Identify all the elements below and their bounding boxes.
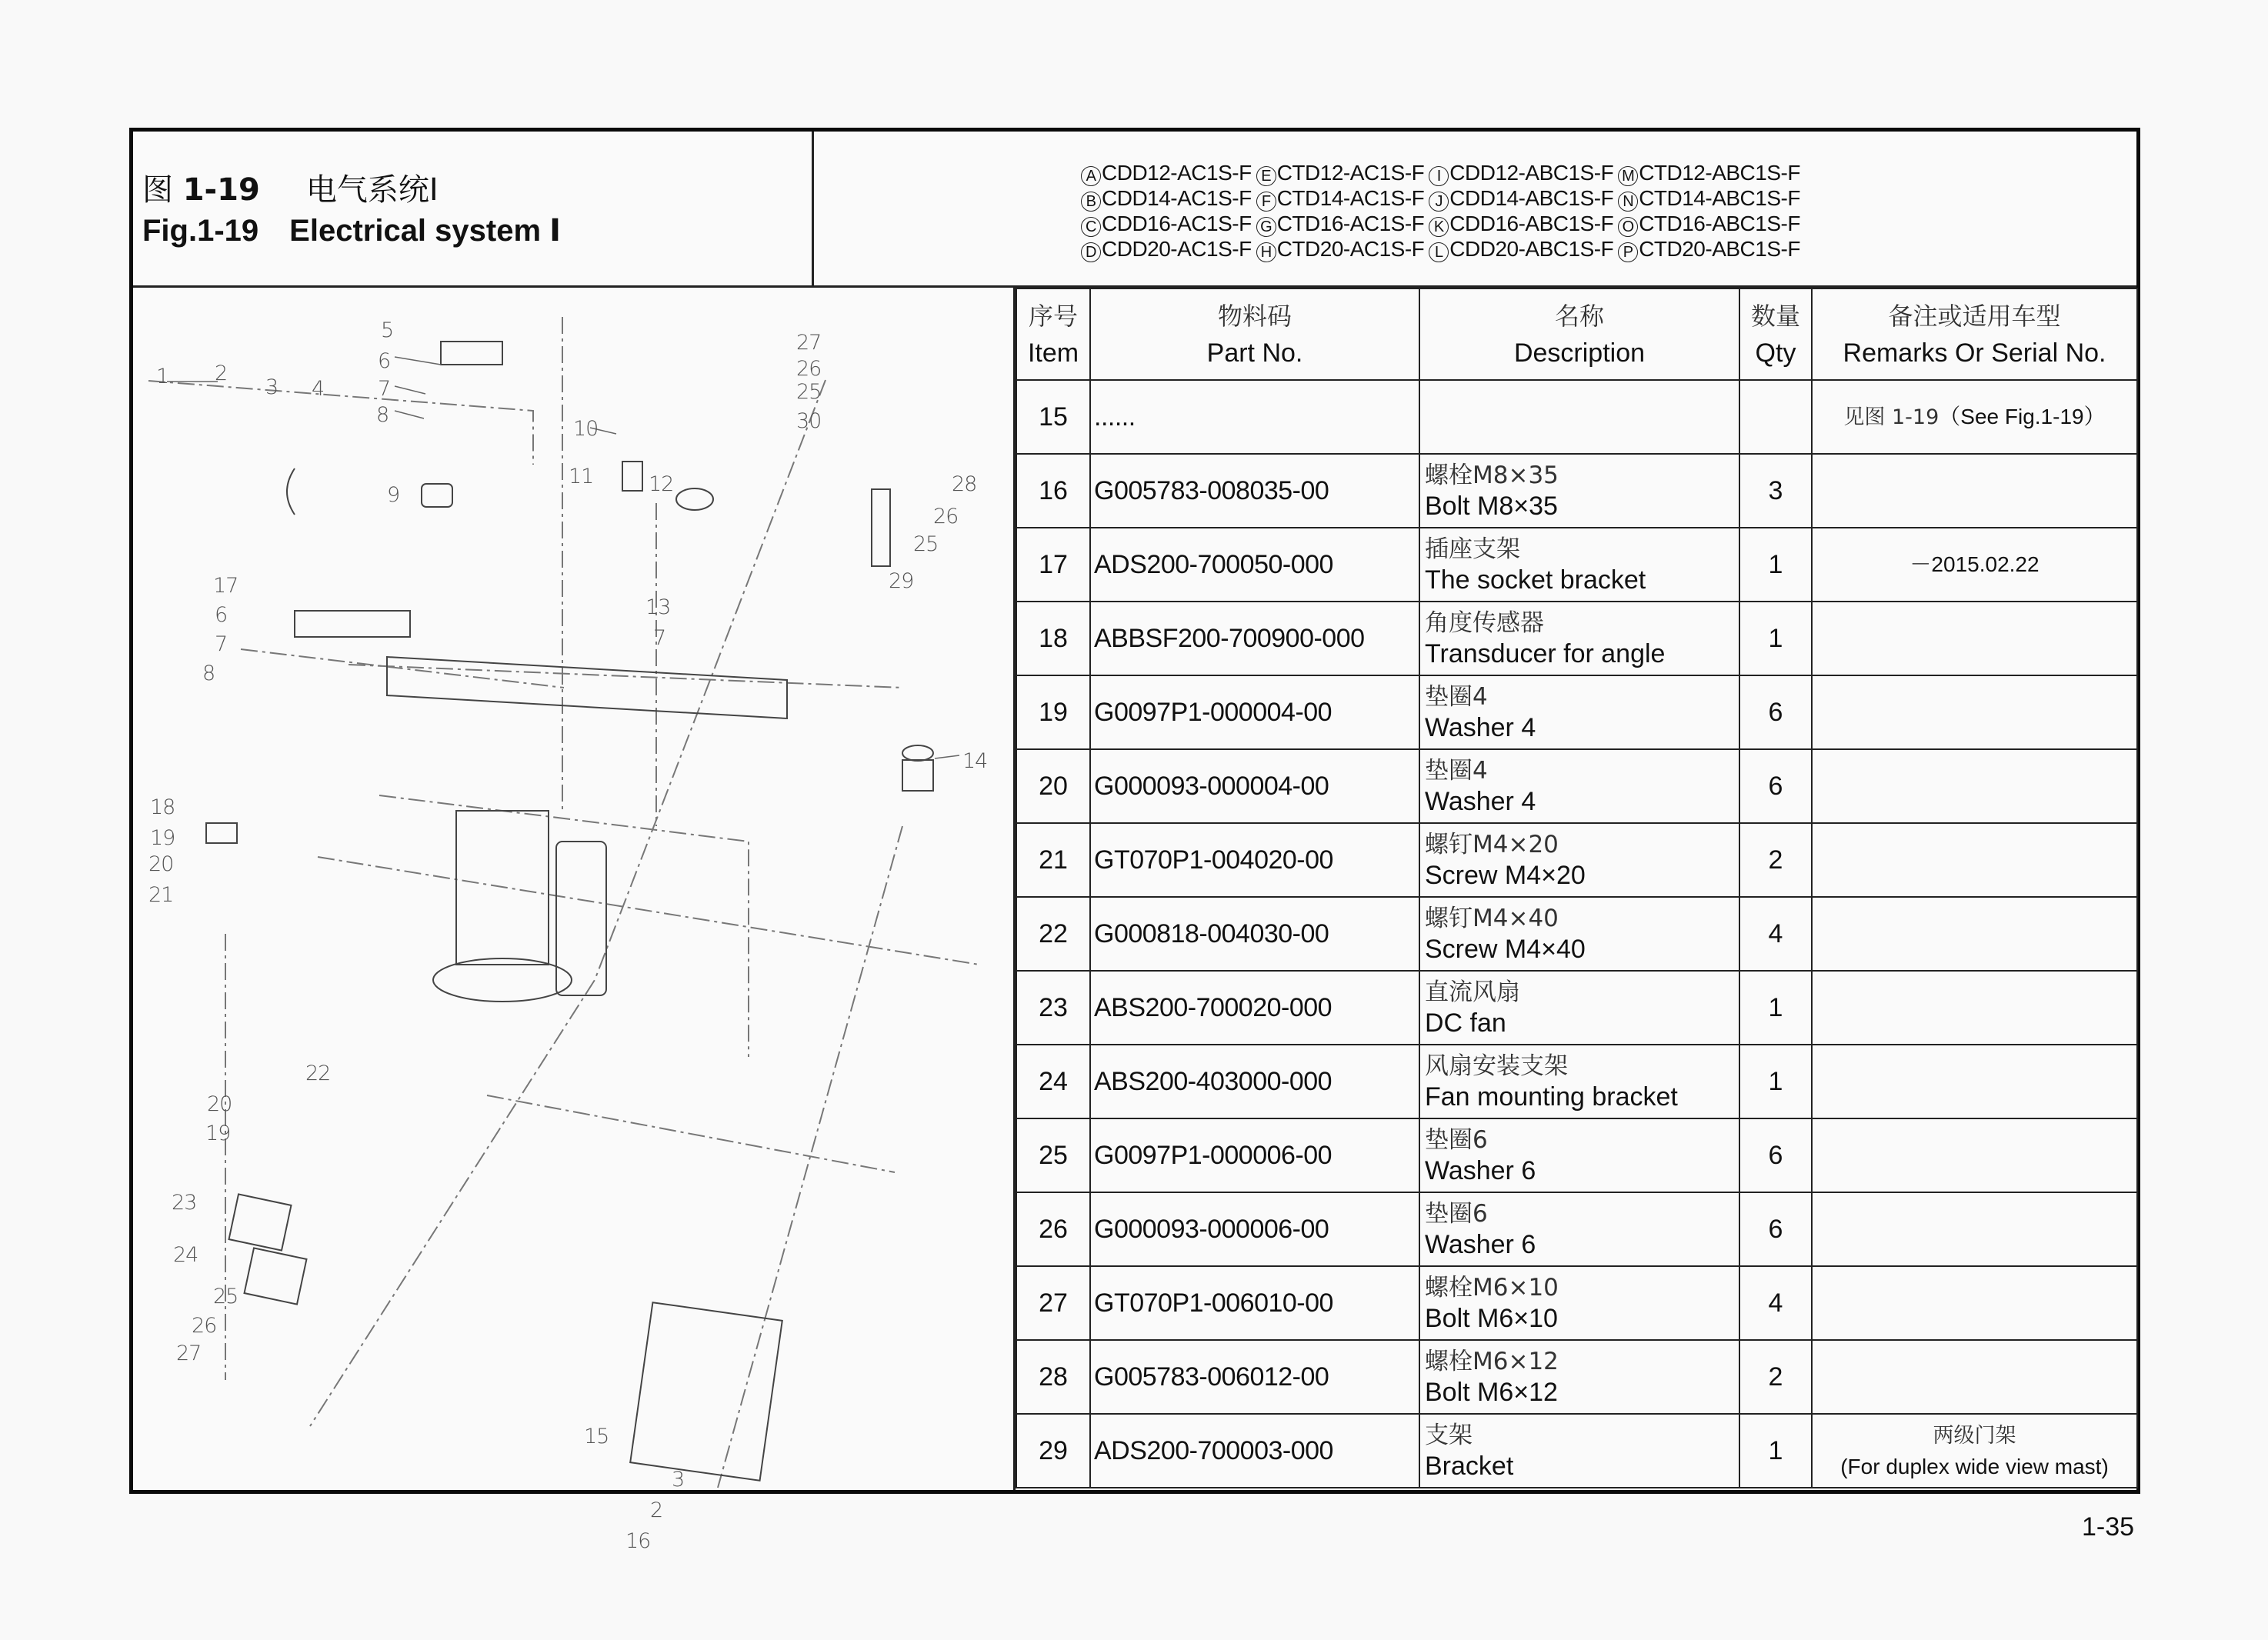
cell-item: 20 (1016, 749, 1090, 823)
diagram-callout-label: 3 (672, 1468, 685, 1492)
model-name: CTD20-ABC1S-F (1639, 237, 1800, 261)
figure-title-cn (142, 165, 439, 209)
cell-item: 17 (1016, 528, 1090, 602)
diagram-callout-label: 7 (378, 377, 391, 401)
cell-description (1419, 971, 1739, 1045)
description-cn: 螺栓M6×12 (1425, 1348, 1559, 1375)
description-en: The socket bracket (1425, 565, 1646, 595)
cell-remarks (1812, 1045, 2137, 1118)
diagram-callout-label: 21 (148, 883, 174, 907)
cell-part-no: ...... (1090, 380, 1419, 454)
figure-number: 1-19 (182, 172, 260, 208)
applicable-models-list (1081, 161, 1805, 262)
cell-remarks (1812, 1414, 2137, 1488)
diagram-callout-label: 8 (202, 662, 215, 685)
cell-description (1419, 1192, 1739, 1266)
model-entry (1618, 161, 1800, 186)
model-name: CTD14-AC1S-F (1276, 186, 1425, 210)
diagram-callout-label: 6 (215, 603, 228, 627)
cell-description (1419, 528, 1739, 602)
cell-description (1419, 1266, 1739, 1340)
description-en: DC fan (1425, 1008, 1506, 1038)
cell-item: 21 (1016, 823, 1090, 897)
header-item: 序号 Item (1016, 288, 1090, 380)
diagram-callout-label: 23 (172, 1191, 197, 1215)
model-name: CTD20-AC1S-F (1276, 237, 1425, 261)
diagram-callout-label: 17 (213, 574, 238, 598)
table-row (1016, 1192, 2137, 1266)
remarks-en: （See Fig.1-19） (1939, 404, 2106, 428)
model-name: CDD16-AC1S-F (1102, 212, 1252, 235)
cell-remarks (1812, 1340, 2137, 1414)
diagram-callout-label: 9 (387, 483, 400, 507)
table-row (1016, 823, 2137, 897)
diagram-callout-label: 4 (312, 377, 325, 401)
circled-letter-icon: K (1429, 217, 1449, 237)
figure-title-cell (133, 132, 814, 285)
circled-letter-icon: O (1618, 217, 1638, 237)
description-cn: 垫圈4 (1425, 757, 1488, 785)
cell-part-no: GT070P1-004020-00 (1090, 823, 1419, 897)
cell-qty (1739, 380, 1812, 454)
model-row (1081, 186, 1805, 212)
description-en: Screw M4×40 (1425, 935, 1586, 964)
cell-description (1419, 1045, 1739, 1118)
diagram-callout-label: 27 (796, 331, 822, 355)
description-cn: 支架 (1425, 1422, 1473, 1449)
table-row (1016, 749, 2137, 823)
model-entry (1081, 237, 1252, 262)
cell-qty: 6 (1739, 675, 1812, 749)
table-row (1016, 1340, 2137, 1414)
title-cn-text: 电气系统Ⅰ (305, 172, 439, 208)
diagram-callout-label: 12 (649, 472, 674, 496)
title-en-text: Electrical system Ⅰ (289, 214, 562, 248)
cell-description (1419, 1414, 1739, 1488)
cell-item: 16 (1016, 454, 1090, 528)
cell-item: 19 (1016, 675, 1090, 749)
model-name: CDD14-ABC1S-F (1449, 186, 1614, 210)
cell-remarks (1812, 1118, 2137, 1192)
diagram-callout-label: 29 (889, 569, 914, 593)
diagram-callout-label: 10 (573, 417, 599, 441)
cell-description (1419, 602, 1739, 675)
diagram-callout-label: 7 (653, 626, 666, 650)
table-row (1016, 1414, 2137, 1488)
description-en: Bracket (1425, 1452, 1514, 1481)
cell-qty: 1 (1739, 528, 1812, 602)
diagram-callout-label: 6 (378, 349, 391, 373)
circled-letter-icon: I (1429, 166, 1449, 186)
remarks-en: (For duplex wide view mast) (1840, 1454, 2109, 1478)
cell-part-no: GT070P1-006010-00 (1090, 1266, 1419, 1340)
cell-qty: 1 (1739, 971, 1812, 1045)
model-row (1081, 161, 1805, 186)
model-entry (1256, 237, 1425, 262)
cell-qty: 3 (1739, 454, 1812, 528)
model-entry (1618, 186, 1800, 212)
cell-qty: 1 (1739, 602, 1812, 675)
model-name: CDD12-AC1S-F (1102, 161, 1252, 185)
cell-qty: 4 (1739, 1266, 1812, 1340)
table-row (1016, 528, 2137, 602)
model-entry (1081, 161, 1252, 186)
cell-qty: 6 (1739, 1118, 1812, 1192)
cell-qty: 1 (1739, 1414, 1812, 1488)
diagram-callout-label: 27 (176, 1342, 202, 1365)
table-row (1016, 1045, 2137, 1118)
cell-qty: 6 (1739, 749, 1812, 823)
remarks-cn: 见图 1-19 (1843, 405, 1939, 429)
model-entry (1081, 186, 1252, 212)
diagram-callout-label: 28 (952, 472, 977, 496)
page-header (133, 132, 2136, 288)
header-qty: 数量 Qty (1739, 288, 1812, 380)
cell-qty: 1 (1739, 1045, 1812, 1118)
description-cn: 插座支架 (1425, 535, 1520, 563)
circled-letter-icon: M (1618, 166, 1638, 186)
cell-remarks (1812, 749, 2137, 823)
description-en: Bolt M6×10 (1425, 1304, 1558, 1333)
diagram-callout-label: 25 (213, 1285, 238, 1308)
diagram-callout-label: 2 (650, 1498, 663, 1522)
title-en-prefix: Fig.1-19 (142, 214, 259, 248)
cell-part-no: G000818-004030-00 (1090, 897, 1419, 971)
cell-remarks (1812, 1266, 2137, 1340)
diagram-callout-label: 20 (207, 1092, 232, 1116)
header-description: 名称 Description (1419, 288, 1739, 380)
model-name: CTD16-ABC1S-F (1639, 212, 1800, 235)
description-cn: 螺钉M4×40 (1425, 905, 1559, 932)
description-cn: 直流风扇 (1425, 978, 1520, 1006)
model-name: CDD20-AC1S-F (1102, 237, 1252, 261)
cell-description (1419, 897, 1739, 971)
cell-item: 28 (1016, 1340, 1090, 1414)
cell-description (1419, 1118, 1739, 1192)
cell-part-no: ADS200-700003-000 (1090, 1414, 1419, 1488)
cell-remarks (1812, 897, 2137, 971)
cell-item: 23 (1016, 971, 1090, 1045)
circled-letter-icon: C (1081, 217, 1101, 237)
figure-title-en (142, 213, 561, 248)
cell-description (1419, 1340, 1739, 1414)
diagram-callout-label: 8 (376, 403, 389, 427)
cell-description (1419, 749, 1739, 823)
header-part-no: 物料码 Part No. (1090, 288, 1419, 380)
cell-item: 27 (1016, 1266, 1090, 1340)
table-header-row (1016, 288, 2137, 380)
parts-list-table (1016, 288, 2136, 1488)
table-row (1016, 1118, 2137, 1192)
diagram-callout-label: 30 (796, 409, 822, 433)
table-row (1016, 380, 2137, 454)
cell-part-no: ABBSF200-700900-000 (1090, 602, 1419, 675)
description-cn: 角度传感器 (1425, 609, 1544, 637)
description-cn: 垫圈4 (1425, 683, 1488, 711)
model-row (1081, 237, 1805, 262)
model-entry (1429, 237, 1613, 262)
diagram-callout-label: 15 (584, 1425, 609, 1448)
diagram-callout-label: 26 (192, 1314, 217, 1338)
cell-description (1419, 823, 1739, 897)
diagram-callout-label: 7 (215, 632, 228, 656)
cell-remarks (1812, 454, 2137, 528)
cell-remarks (1812, 971, 2137, 1045)
description-cn: 螺钉M4×20 (1425, 831, 1559, 858)
cell-remarks (1812, 1192, 2137, 1266)
cell-remarks (1812, 528, 2137, 602)
diagram-callout-label: 3 (265, 375, 278, 399)
remarks-cn: 两级门架 (1933, 1423, 2016, 1448)
exploded-parts-diagram (133, 288, 1016, 1553)
cell-item: 15 (1016, 380, 1090, 454)
remarks-en: －2015.02.22 (1909, 552, 2040, 576)
cell-part-no: ABS200-403000-000 (1090, 1045, 1419, 1118)
description-en: Washer 6 (1425, 1156, 1536, 1185)
circled-letter-icon: F (1256, 192, 1276, 212)
description-en: Bolt M6×12 (1425, 1378, 1558, 1407)
description-cn: 螺栓M6×10 (1425, 1274, 1559, 1302)
diagram-callout-label: 13 (645, 595, 671, 619)
cell-item: 24 (1016, 1045, 1090, 1118)
cell-remarks (1812, 380, 2137, 454)
cell-item: 26 (1016, 1192, 1090, 1266)
table-row (1016, 1266, 2137, 1340)
circled-letter-icon: L (1429, 242, 1449, 262)
diagram-callout-label: 24 (173, 1243, 198, 1267)
diagram-callout-label: 25 (796, 380, 822, 404)
description-en: Screw M4×20 (1425, 861, 1586, 890)
circled-letter-icon: B (1081, 192, 1101, 212)
diagram-callout-label: 11 (569, 465, 594, 488)
model-entry (1429, 161, 1613, 186)
description-en: Fan mounting bracket (1425, 1082, 1678, 1112)
model-entry (1618, 237, 1800, 262)
cell-description (1419, 380, 1739, 454)
model-name: CDD14-AC1S-F (1102, 186, 1252, 210)
table-row (1016, 602, 2137, 675)
cell-qty: 2 (1739, 823, 1812, 897)
cell-remarks (1812, 602, 2137, 675)
description-cn: 垫圈6 (1425, 1126, 1488, 1154)
cell-item: 25 (1016, 1118, 1090, 1192)
model-entry (1256, 161, 1425, 186)
cell-remarks (1812, 675, 2137, 749)
cell-part-no: ABS200-700020-000 (1090, 971, 1419, 1045)
model-row (1081, 212, 1805, 237)
circled-letter-icon: N (1618, 192, 1638, 212)
model-name: CTD16-AC1S-F (1276, 212, 1425, 235)
circled-letter-icon: A (1081, 166, 1101, 186)
cell-description (1419, 675, 1739, 749)
diagram-callout-label: 16 (625, 1529, 651, 1553)
model-name: CDD16-ABC1S-F (1449, 212, 1614, 235)
cell-qty: 4 (1739, 897, 1812, 971)
cell-qty: 6 (1739, 1192, 1812, 1266)
model-name: CTD12-AC1S-F (1276, 161, 1425, 185)
description-en: Bolt M8×35 (1425, 492, 1558, 521)
model-name: CTD12-ABC1S-F (1639, 161, 1800, 185)
circled-letter-icon: D (1081, 242, 1101, 262)
model-entry (1081, 212, 1252, 237)
diagram-callout-label: 1 (156, 365, 169, 388)
cell-part-no: G005783-008035-00 (1090, 454, 1419, 528)
model-entry (1256, 212, 1425, 237)
model-entry (1429, 212, 1613, 237)
cell-part-no: G005783-006012-00 (1090, 1340, 1419, 1414)
description-cn: 垫圈6 (1425, 1200, 1488, 1228)
diagram-callout-label: 5 (381, 318, 394, 342)
cell-part-no: G0097P1-000004-00 (1090, 675, 1419, 749)
diagram-callout-label: 26 (933, 505, 959, 528)
table-row (1016, 971, 2137, 1045)
cell-part-no: G000093-000004-00 (1090, 749, 1419, 823)
diagram-callout-label: 19 (150, 826, 175, 850)
diagram-callout-label: 18 (150, 795, 175, 819)
description-cn: 螺栓M8×35 (1425, 462, 1559, 489)
model-name: CTD14-ABC1S-F (1639, 186, 1800, 210)
model-name: CDD20-ABC1S-F (1449, 237, 1614, 261)
diagram-callout-label: 2 (215, 362, 228, 385)
table-row (1016, 897, 2137, 971)
description-en: Washer 4 (1425, 787, 1536, 816)
circled-letter-icon: H (1256, 242, 1276, 262)
model-name: CDD12-ABC1S-F (1449, 161, 1614, 185)
header-remarks: 备注或适用车型 Remarks Or Serial No. (1812, 288, 2137, 380)
circled-letter-icon: E (1256, 166, 1276, 186)
cell-remarks (1812, 823, 2137, 897)
cell-item: 22 (1016, 897, 1090, 971)
description-en: Washer 4 (1425, 713, 1536, 742)
circled-letter-icon: J (1429, 192, 1449, 212)
cell-item: 18 (1016, 602, 1090, 675)
circled-letter-icon: G (1256, 217, 1276, 237)
cell-description (1419, 454, 1739, 528)
cell-item: 29 (1016, 1414, 1090, 1488)
description-en: Transducer for angle (1425, 639, 1666, 668)
diagram-callout-label: 25 (913, 532, 939, 556)
diagram-callout-label: 19 (205, 1122, 231, 1145)
diagram-callout-label: 22 (305, 1062, 331, 1085)
cell-part-no: G0097P1-000006-00 (1090, 1118, 1419, 1192)
diagram-callout-label: 20 (148, 852, 174, 876)
cell-part-no: ADS200-700050-000 (1090, 528, 1419, 602)
title-cn-prefix: 图 (142, 172, 173, 208)
description-en: Washer 6 (1425, 1230, 1536, 1259)
diagram-callout-label: 26 (796, 357, 822, 381)
model-entry (1256, 186, 1425, 212)
table-row (1016, 454, 2137, 528)
circled-letter-icon: P (1618, 242, 1638, 262)
cell-qty: 2 (1739, 1340, 1812, 1414)
diagram-callout-label: 14 (962, 749, 988, 773)
page-number: 1-35 (2082, 1512, 2135, 1542)
model-entry (1618, 212, 1800, 237)
cell-part-no: G000093-000006-00 (1090, 1192, 1419, 1266)
description-cn: 风扇安装支架 (1425, 1052, 1568, 1080)
table-row (1016, 675, 2137, 749)
model-entry (1429, 186, 1613, 212)
